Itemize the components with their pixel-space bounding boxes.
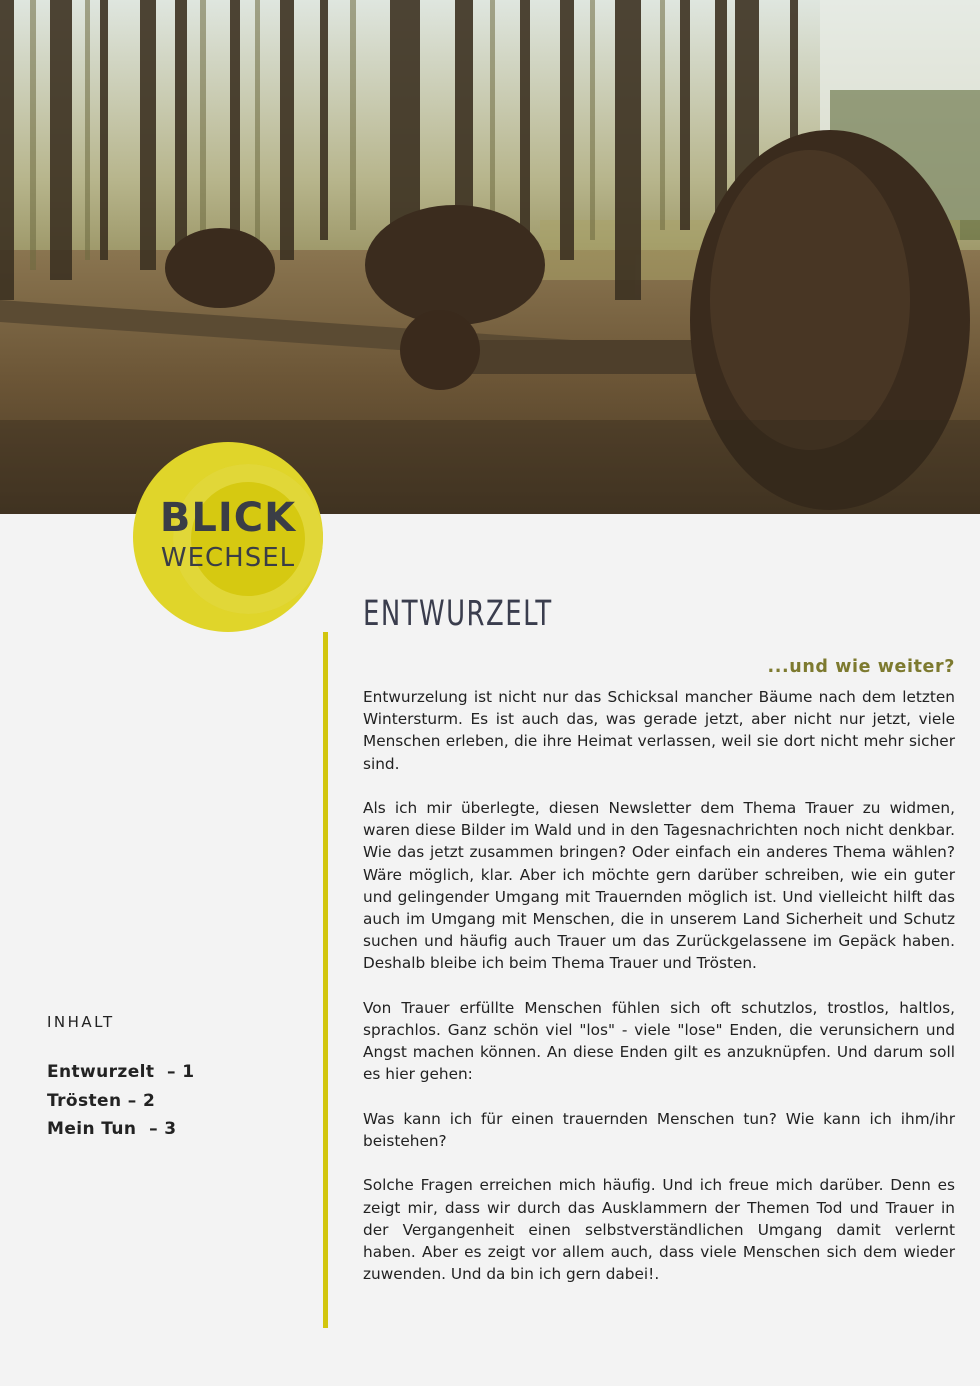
article-body xyxy=(363,686,955,1308)
article-subtitle: ...und wie weiter? xyxy=(767,657,955,677)
article-paragraph: Als ich mir überlegte, diesen Newsletter dem Thema Trauer zu widmen, waren diese Bilder im Wald und in den Tagesnachrichten noch nicht denkbar. Wie das jetzt zusammen bringen? Oder einfach ein anderes Thema wählen? Wäre möglich, klar. Aber ich möchte gern darüber schreiben, wie ein guter und gelingender Umgang mit Trauernden möglich ist. Und vielleicht hilft das auch im Umgang mit Menschen, die in unserem Land Sicherheit und Schutz suchen und häufig auch Trauer um das Zurückgelassene im Gepäck haben. Deshalb bleibe ich beim Thema Trauer und Trösten. xyxy=(363,799,955,973)
blickwechsel-logo xyxy=(133,442,323,632)
toc-item-entwurzelt: Entwurzelt – 1 xyxy=(47,1062,195,1082)
logo-line-wechsel: WECHSEL xyxy=(160,543,296,573)
toc-item-troesten: Trösten – 2 xyxy=(47,1090,156,1111)
article-paragraph: Entwurzelung ist nicht nur das Schicksal mancher Bäume nach dem letzten Wintersturm. Es ist auch das, was gerade jetzt, aber nicht nur jetzt, viele Menschen erleben, die ihre Heimat verlassen, weil sie dort nicht mehr sicher sind. xyxy=(363,688,955,773)
accent-divider xyxy=(323,632,328,1328)
forest-photo-image xyxy=(0,0,980,514)
toc-heading: INHALT xyxy=(47,1013,115,1031)
logo-line-blick: BLICK xyxy=(159,495,297,541)
hero-photo xyxy=(0,0,980,514)
toc-item-mein-tun: Mein Tun – 3 xyxy=(47,1119,177,1139)
article-paragraph: Solche Fragen erreichen mich häufig. Und ich freue mich darüber. Denn es zeigt mir, dass wir durch das Ausklammern der Themen Tod und Trauer in der Vergangenheit einen selbstverständlichen Umgang damit verlernt haben. Aber es zeigt vor allem auch, dass viele Menschen sich dem wieder zuwenden. Und da bin ich gern dabei!. xyxy=(363,1176,955,1284)
article-paragraph: Was kann ich für einen trauernden Menschen tun? Wie kann ich ihm/ihr beistehen? xyxy=(363,1109,955,1151)
article-paragraph: Von Trauer erfüllte Menschen fühlen sich oft schutzlos, trostlos, haltlos, sprachlos. Ganz schön viel "los" - viele "lose" Enden, die verunsichern und Angst machen können. An diese Enden gilt es anzuknüpfen. Und darum soll es hier gehen: xyxy=(363,998,955,1084)
table-of-contents xyxy=(47,1058,195,1144)
article-title: ENTWURZELT xyxy=(363,594,553,634)
